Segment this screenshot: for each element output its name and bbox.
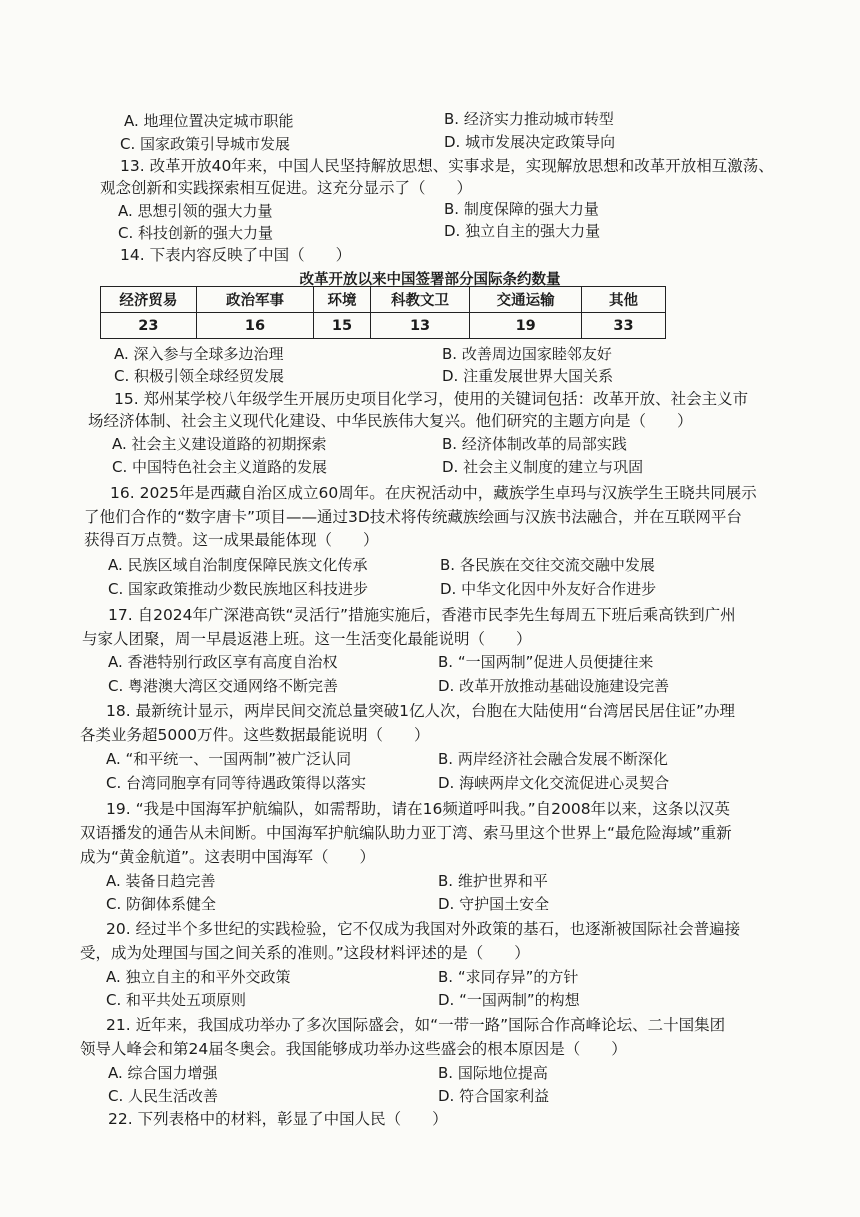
q20-stem-line2: 受，成为处理国与国之间关系的准则。”这段材料评述的是（ ） [80,944,530,962]
q21-stem-line2: 领导人峰会和第24届冬奥会。我国能够成功举办这些盛会的根本原因是（ ） [80,1040,627,1058]
q13-option-b: B. 制度保障的强大力量 [444,200,599,218]
q12-option-b: B. 经济实力推动城市转型 [444,110,614,128]
table-cell: 33 [581,313,665,339]
q14-option-b: B. 改善周边国家睦邻友好 [442,345,612,363]
q18-stem-line1: 18. 最新统计显示，两岸民间交流总量突破1亿人次，台胞在大陆使用“台湾居民居住证”办理 [106,702,736,720]
table-cell: 23 [101,313,197,339]
table-cell: 16 [196,313,313,339]
q12-option-c: C. 国家政策引导城市发展 [120,135,291,153]
q17-stem-line1: 17. 自2024年广深港高铁“灵活行”措施实施后，香港市民李先生每周五下班后乘高铁到广州 [108,606,736,624]
q13-stem-line2: 观念创新和实践探索相互促进。这充分显示了（ ） [100,179,473,197]
q20-stem-line1: 20. 经过半个多世纪的实践检验，它不仅成为我国对外政策的基石，也逐渐被国际社会普遍接 [106,920,741,938]
q18-option-a: A. “和平统一、一国两制”被广泛认同 [106,750,352,768]
table-cell: 15 [314,313,370,339]
q18-option-c: C. 台湾同胞享有同等待遇政策得以落实 [106,774,367,792]
q13-stem-line1: 13. 改革开放40年来，中国人民坚持解放思想、实事求是，实现解放思想和改革开放相互激荡、 [120,157,774,175]
q12-option-a: A. 地理位置决定城市职能 [124,112,294,130]
q16-stem-line2: 了他们合作的“数字唐卡”项目——通过3D技术将传统藏族绘画与汉族书法融合，并在互联网平台 [84,508,742,526]
q17-option-d: D. 改革开放推动基础设施建设完善 [438,677,670,695]
q14-treaty-table [100,286,666,339]
q15-option-b: B. 经济体制改革的局部实践 [442,435,627,453]
table-header-row [101,287,666,313]
q17-stem-line2: 与家人团聚，周一早晨返港上班。这一生活变化最能说明（ ） [82,630,532,648]
q15-option-a: A. 社会主义建设道路的初期探索 [112,435,327,453]
q18-stem-line2: 各类业务超5000万件。这些数据最能说明（ ） [80,726,430,744]
q18-option-b: B. 两岸经济社会融合发展不断深化 [438,750,668,768]
q21-option-a: A. 综合国力增强 [108,1064,218,1082]
table-header-cell: 环境 [314,287,370,313]
q21-option-d: D. 符合国家利益 [438,1087,550,1105]
q15-stem-line1: 15. 郑州某学校八年级学生开展历史项目化学习，使用的关键词包括：改革开放、社会主义市 [114,390,749,408]
q18-option-d: D. 海峡两岸文化交流促进心灵契合 [438,774,670,792]
q17-option-c: C. 粤港澳大湾区交通网络不断完善 [108,677,339,695]
q13-option-a: A. 思想引领的强大力量 [118,202,273,220]
table-row [101,313,666,339]
q15-option-d: D. 社会主义制度的建立与巩固 [442,458,644,476]
q20-option-a: A. 独立自主的和平外交政策 [106,968,291,986]
q19-stem-line3: 成为“黄金航道”。这表明中国海军（ ） [80,848,376,866]
q14-stem: 14. 下表内容反映了中国（ ） [120,246,352,264]
table-header-cell: 科教文卫 [370,287,470,313]
q21-option-c: C. 人民生活改善 [108,1087,219,1105]
q20-option-d: D. “一国两制”的构想 [438,991,580,1009]
q21-stem-line1: 21. 近年来，我国成功举办了多次国际盛会，如“一带一路”国际合作高峰论坛、二十国集团 [106,1016,726,1034]
q22-stem: 22. 下列表格中的材料，彰显了中国人民（ ） [108,1110,448,1128]
q14-table-title: 改革开放以来中国签署部分国际条约数量 [299,272,561,288]
q19-option-b: B. 维护世界和平 [438,872,548,890]
q16-option-c: C. 国家政策推动少数民族地区科技进步 [108,580,369,598]
q17-option-b: B. “一国两制”促进人员便捷往来 [438,653,654,671]
q16-option-d: D. 中华文化因中外友好合作进步 [440,580,657,598]
q19-option-d: D. 守护国土安全 [438,895,550,913]
q17-option-a: A. 香港特别行政区享有高度自治权 [108,653,338,671]
q16-option-b: B. 各民族在交往交流交融中发展 [440,556,655,574]
q19-option-c: C. 防御体系健全 [106,895,217,913]
q15-stem-line2: 场经济体制、社会主义现代化建设、中华民族伟大复兴。他们研究的主题方向是（ ） [88,412,693,430]
q13-option-c: C. 科技创新的强大力量 [118,224,274,242]
q20-option-b: B. “求同存异”的方针 [438,968,579,986]
q14-option-a: A. 深入参与全球多边治理 [114,345,284,363]
table-cell: 19 [470,313,582,339]
q14-option-d: D. 注重发展世界大国关系 [442,367,614,385]
q15-option-c: C. 中国特色社会主义道路的发展 [112,458,328,476]
table-header-cell: 经济贸易 [101,287,197,313]
q19-stem-line2: 双语播发的通告从未间断。中国海军护航编队助力亚丁湾、索马里这个世界上“最危险海域”重新 [80,824,732,842]
q16-stem-line1: 16. 2025年是西藏自治区成立60周年。在庆祝活动中，藏族学生卓玛与汉族学生王晓共同展示 [110,484,757,502]
table-header-cell: 政治军事 [196,287,313,313]
q14-option-c: C. 积极引领全球经贸发展 [114,367,285,385]
q16-option-a: A. 民族区域自治制度保障民族文化传承 [108,556,368,574]
table-header-cell: 交通运输 [470,287,582,313]
q19-option-a: A. 装备日趋完善 [106,872,216,890]
q12-option-d: D. 城市发展决定政策导向 [444,133,616,151]
q16-stem-line3: 获得百万点赞。这一成果最能体现（ ） [84,531,379,549]
q20-option-c: C. 和平共处五项原则 [106,991,247,1009]
q21-option-b: B. 国际地位提高 [438,1064,548,1082]
q19-stem-line1: 19. “我是中国海军护航编队，如需帮助，请在16频道呼叫我。”自2008年以来，这条以汉英 [106,800,731,818]
table-header-cell: 其他 [581,287,665,313]
table-cell: 13 [370,313,470,339]
q13-option-d: D. 独立自主的强大力量 [444,222,601,240]
